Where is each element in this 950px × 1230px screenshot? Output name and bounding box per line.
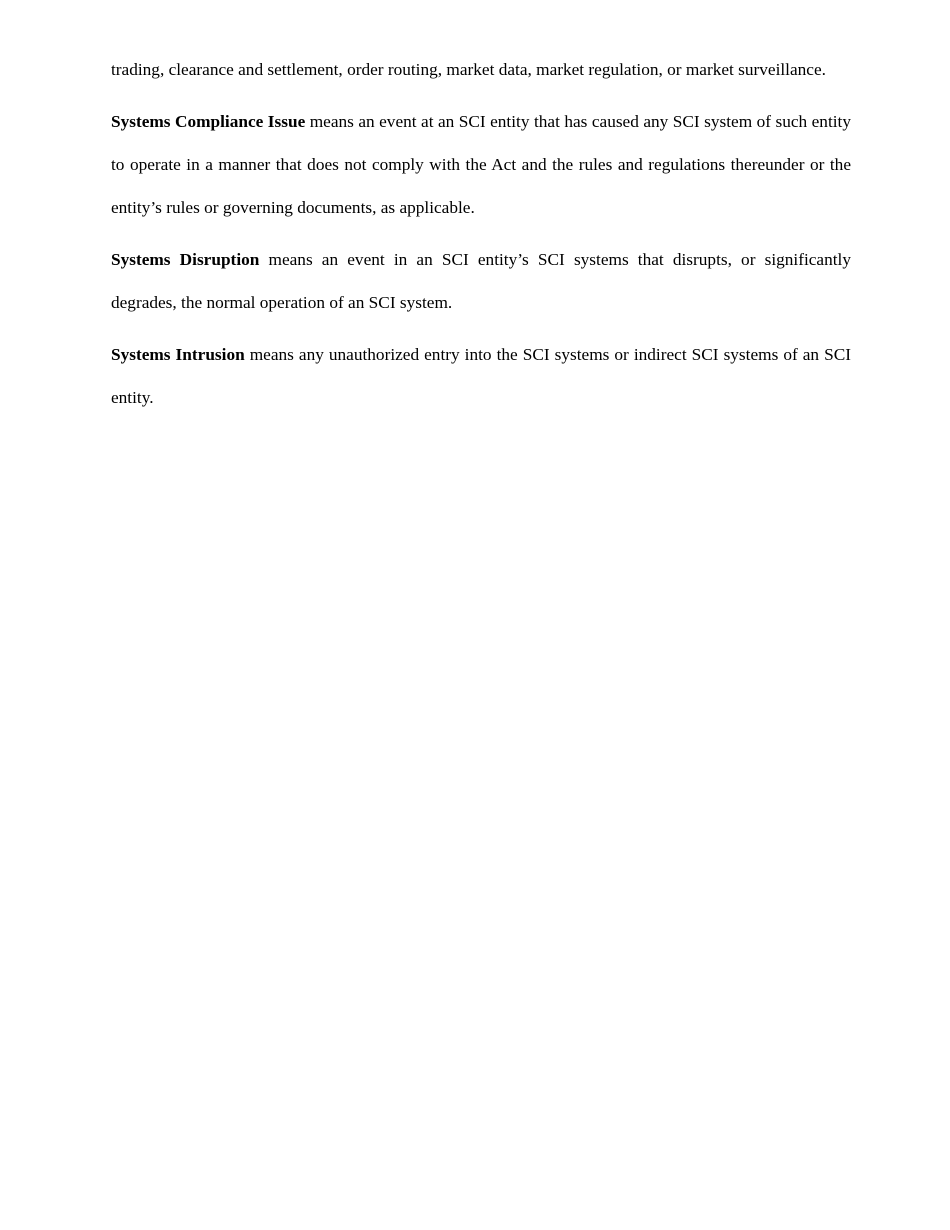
document-page <box>111 48 851 428</box>
definition-term: Systems Disruption <box>111 250 260 269</box>
definition-systems-disruption <box>111 238 851 324</box>
definition-term: Systems Compliance Issue <box>111 112 306 131</box>
definition-systems-intrusion <box>111 333 851 419</box>
definition-term: Systems Intrusion <box>111 345 245 364</box>
definition-text: means an event in an SCI entity’s SCI systems that disrupts, or significantly degrades, the normal operation of an SCI system. <box>111 250 851 312</box>
definition-text: means an event at an SCI entity that has caused any SCI system of such entity to operate in a manner that does not comply with the Act and the rules and regulations thereunder or the entity’s rules or governing documents, as applicable. <box>111 112 851 217</box>
definition-text: means any unauthorized entry into the SCI systems or indirect SCI systems of an SCI entity. <box>111 345 851 407</box>
definition-systems-compliance-issue <box>111 100 851 229</box>
continuation-paragraph: trading, clearance and settlement, order routing, market data, market regulation, or market surveillance. <box>111 60 826 79</box>
